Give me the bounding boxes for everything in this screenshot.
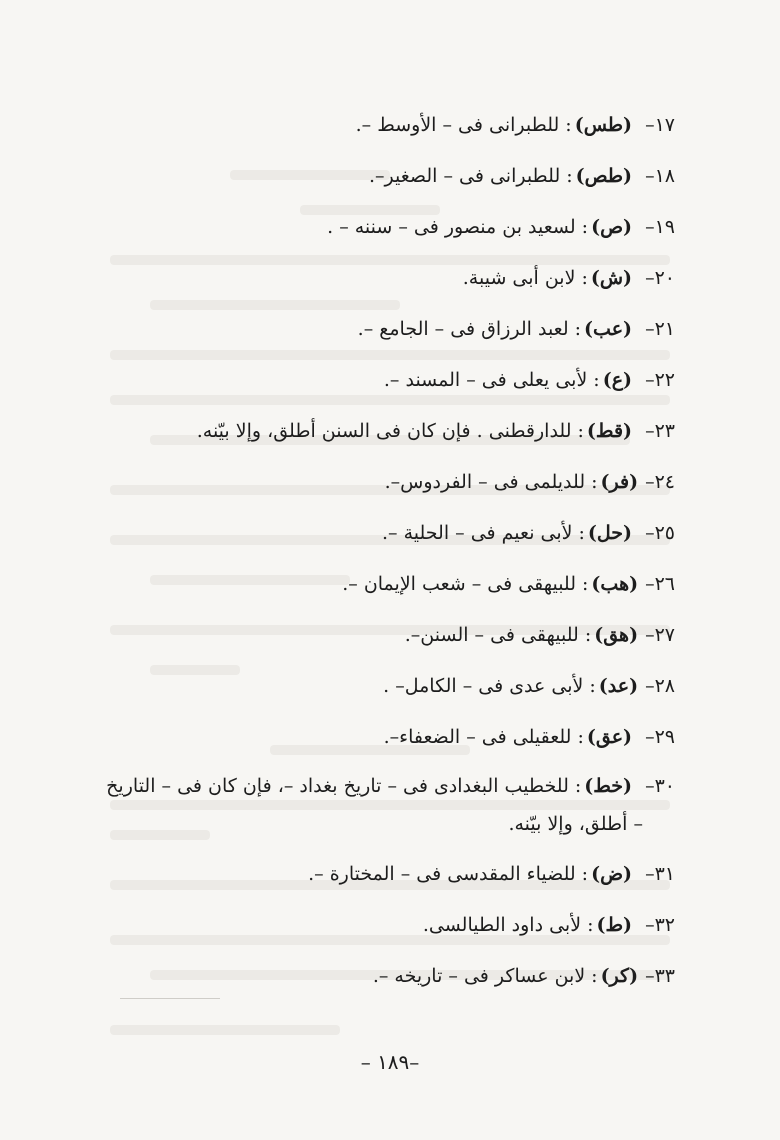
list-item (95, 904, 675, 955)
list-item (95, 359, 675, 410)
entry-text: لابن أبى شيبة. (462, 267, 576, 289)
entry-text: للطبرانى فى – الصغير–. (368, 165, 561, 187)
source-code: (فر) (600, 471, 639, 493)
separator: : (578, 522, 585, 544)
entry-number: ٢٥– (639, 522, 675, 544)
entry-text: لأبى يعلى فى – المسند –. (383, 369, 588, 391)
source-code: (عد) (598, 675, 639, 697)
entry-text: للبيهقى فى – شعب الإيمان –. (342, 573, 577, 595)
entry-text: للخطيب البغدادى فى – تاريخ بغداد –، فإن كان فى – التاريخ (106, 775, 569, 797)
separator: : (591, 965, 598, 987)
page-number: –١٨٩ – (360, 1050, 420, 1074)
separator: : (577, 420, 584, 442)
separator: : (593, 369, 600, 391)
list-item (95, 206, 675, 257)
entry-number: ٢٦– (645, 573, 675, 595)
entry-text: لعبد الرزاق فى – الجامع –. (357, 318, 569, 340)
list-item (95, 512, 675, 563)
entry-text: لأبى داود الطيالسى. (422, 914, 582, 936)
footnote-divider (120, 998, 220, 999)
list-item (95, 716, 675, 767)
entry-text-continuation: – أطلق، وإلا بيّنه. (508, 813, 643, 835)
source-code: (ص) (591, 216, 633, 238)
list-item (95, 665, 675, 716)
list-item (95, 767, 675, 843)
entry-number: ٢٠– (639, 267, 675, 289)
separator: : (574, 318, 582, 340)
abbreviation-list (95, 104, 675, 1006)
source-code: (عب) (584, 318, 633, 340)
separator: : (581, 267, 588, 289)
separator: : (574, 775, 582, 797)
list-item (95, 308, 675, 359)
list-item (95, 410, 675, 461)
entry-text: للطبرانى فى – الأوسط –. (355, 114, 560, 136)
separator: : (582, 573, 589, 595)
entry-text: لأبى نعيم فى – الحلية –. (382, 522, 573, 544)
entry-number: ٣٣– (645, 965, 675, 987)
list-item (95, 614, 675, 665)
entry-text: للضياء المقدسى فى – المختارة –. (308, 863, 576, 885)
separator: : (589, 675, 596, 697)
entry-number: ١٩– (639, 216, 675, 238)
separator: : (587, 914, 594, 936)
separator: : (581, 216, 589, 238)
entry-text: للدارقطنى . فإن كان فى السنن أطلق، وإلا بيّنه. (196, 420, 572, 442)
separator: : (591, 471, 598, 493)
separator: : (584, 624, 592, 646)
entry-text: لأبى عدى فى – الكامل– . (383, 675, 584, 697)
entry-number: ١٧– (639, 114, 675, 136)
entry-number: ٢٨– (645, 675, 675, 697)
source-code: (عق) (586, 726, 633, 748)
source-code: (حل) (587, 522, 633, 544)
source-code: (ش) (590, 267, 633, 289)
list-item (95, 461, 675, 512)
entry-number: ٢٣– (639, 420, 675, 442)
separator: : (581, 863, 589, 885)
entry-number: ٢٢– (639, 369, 675, 391)
entry-number: ٣٢– (639, 914, 675, 936)
source-code: (ط) (596, 914, 633, 936)
source-code: (طص) (575, 165, 633, 187)
list-item (95, 563, 675, 614)
source-code: (ض) (591, 863, 633, 885)
source-code: (هق) (594, 624, 639, 646)
source-code: (كر) (600, 965, 639, 987)
separator: : (577, 726, 584, 748)
separator: : (566, 165, 573, 187)
entry-number: ٣١– (639, 863, 675, 885)
list-item (95, 257, 675, 308)
source-code: (خط) (584, 775, 633, 797)
separator: : (565, 114, 572, 136)
source-code: (ع) (602, 369, 633, 391)
entry-number: ٢٤– (645, 471, 675, 493)
entry-text: لابن عساكر فى – تاريخه –. (372, 965, 586, 987)
entry-number: ٢٩– (639, 726, 675, 748)
entry-number: ٢٧– (645, 624, 675, 646)
source-code: (هب) (591, 573, 639, 595)
entry-number: ٣٠– (639, 775, 675, 797)
entry-text: للعقيلى فى – الضعفاء–. (383, 726, 572, 748)
bleed-through-line (110, 1025, 340, 1035)
list-item (95, 104, 675, 155)
source-code: (قط) (586, 420, 633, 442)
list-item (95, 853, 675, 904)
entry-number: ٢١– (639, 318, 675, 340)
entry-text: للديلمى فى – الفردوس–. (384, 471, 586, 493)
entry-number: ١٨– (639, 165, 675, 187)
entry-text: لسعيد بن منصور فى – سننه – . (327, 216, 576, 238)
entry-text: للبيهقى فى – السنن–. (404, 624, 579, 646)
list-item (95, 155, 675, 206)
source-code: (طس) (574, 114, 633, 136)
